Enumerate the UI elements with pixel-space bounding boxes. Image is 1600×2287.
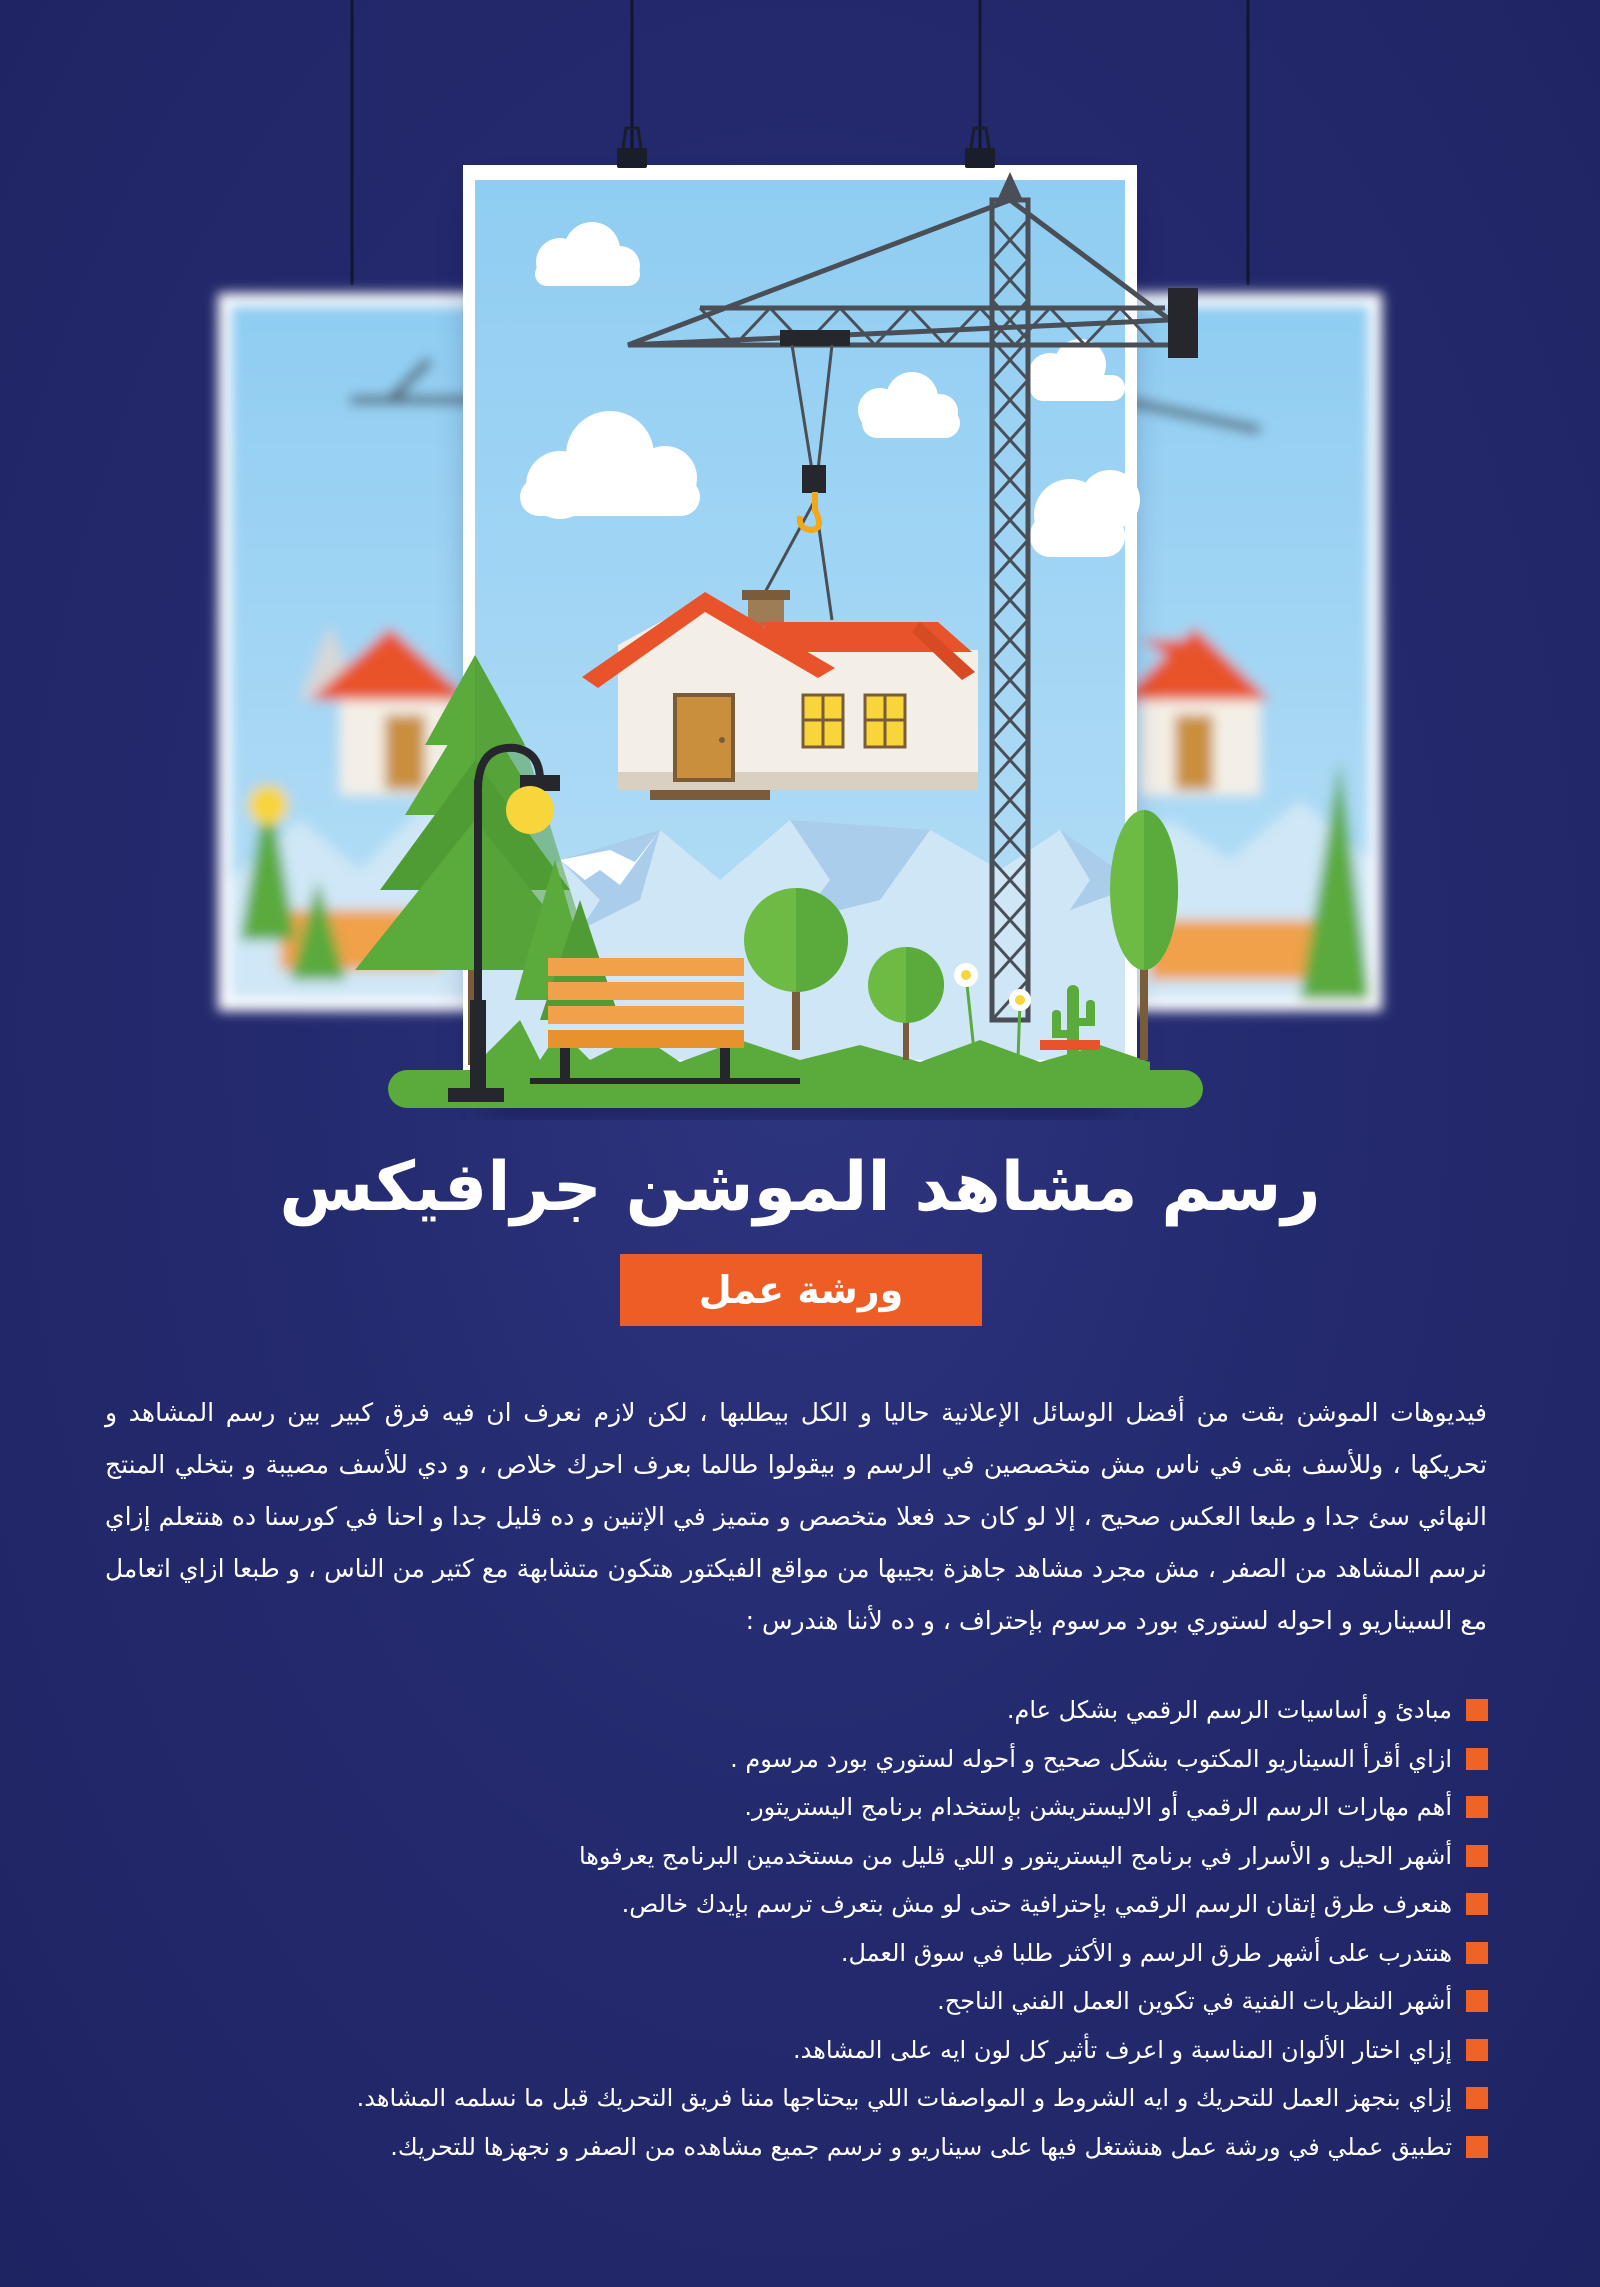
list-item: ازاي أقرأ السيناريو المكتوب بشكل صحيح و أحوله لستوري بورد مرسوم . <box>240 1735 1488 1784</box>
list-item: أهم مهارات الرسم الرقمي أو الاليستريشن بإستخدام برنامج اليستريتور. <box>240 1783 1488 1832</box>
square-bullet-icon <box>1466 1796 1488 1818</box>
square-bullet-icon <box>1466 1990 1488 2012</box>
list-item: هنعرف طرق إتقان الرسم الرقمي بإحترافية حتى لو مش بتعرف ترسم بإيدك خالص. <box>240 1880 1488 1929</box>
square-bullet-icon <box>1466 1942 1488 1964</box>
list-item: أشهر النظريات الفنية في تكوين العمل الفني الناجح. <box>240 1977 1488 2026</box>
crane-base <box>1040 1040 1100 1050</box>
list-item: إزاي بنجهز العمل للتحريك و ايه الشروط و المواصفات اللي بيحتاجها مننا فريق التحريك قبل ما نسلمه المشاهد. <box>240 2074 1488 2123</box>
page-title: رسم مشاهد الموشن جرافيكس <box>279 1148 1321 1227</box>
topics-list <box>240 1686 1488 2171</box>
square-bullet-icon <box>1466 1748 1488 1770</box>
list-item: مبادئ و أساسيات الرسم الرقمي بشكل عام. <box>240 1686 1488 1735</box>
square-bullet-icon <box>1466 2039 1488 2061</box>
crane-counterweight <box>1168 288 1198 358</box>
square-bullet-icon <box>1466 1893 1488 1915</box>
ground <box>388 1070 1203 1108</box>
square-bullet-icon <box>1466 2087 1488 2109</box>
list-item: إزاي اختار الألوان المناسبة و اعرف تأثير كل لون ايه على المشاهد. <box>240 2026 1488 2075</box>
binder-clip-icon <box>617 128 995 168</box>
list-item: هنتدرب على أشهر طرق الرسم و الأكثر طلبا في سوق العمل. <box>240 1929 1488 1978</box>
poster-illustration <box>0 0 1600 1120</box>
crane-hook-block <box>802 465 826 493</box>
list-item: أشهر الحيل و الأسرار في برنامج اليستريتور و اللي قليل من مستخدمين البرنامج يعرفوها <box>240 1832 1488 1881</box>
workshop-badge: ورشة عمل <box>620 1254 982 1326</box>
square-bullet-icon <box>1466 1845 1488 1867</box>
square-bullet-icon <box>1466 2136 1488 2158</box>
square-bullet-icon <box>1466 1699 1488 1721</box>
intro-paragraph: فيديوهات الموشن بقت من أفضل الوسائل الإعلانية حاليا و الكل بيطلبها ، لكن لازم نعرف ان فيه فرق كبير بين رسم المشاهد و تحريكها ، وللأسف بقى في ناس مش متخصصين في الرسم و بيقولوا طالما بعرف احرك خلاص ، و دي للأسف مصيبة و بتخلي المنتج النهائي سئ جدا و طبعا العكس صحيح ، إلا لو كان حد فعلا متخصص و متميز في الإتنين و ده قليل جدا و احنا في كورسنا ده هنتعلم إزاي نرسم المشاهد من الصفر ، مش مجرد مشاهد جاهزة بجيبها من مواقع الفيكتور هتكون متشابهة مع كتير من الناس ، و طبعا ازاي اتعامل مع السيناريو و احوله لستوري بورد مرسوم بإحتراف ، و ده لأننا هندرس : <box>105 1398 1487 1635</box>
crane-trolley <box>780 330 850 346</box>
list-item: تطبيق عملي في ورشة عمل هنشتغل فيها على سيناريو و نرسم جميع مشاهده من الصفر و نجهزها للتحريك. <box>240 2123 1488 2172</box>
